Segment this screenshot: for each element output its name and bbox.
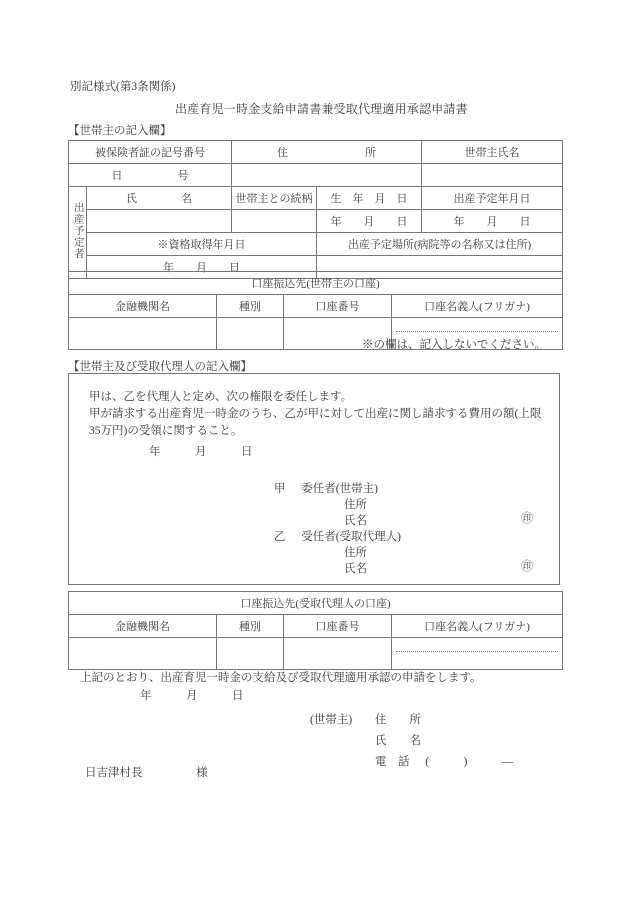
table-row: [69, 210, 563, 233]
footer-telephone-field[interactable]: [375, 753, 513, 769]
header-householder-name: 世帯主氏名: [422, 141, 563, 164]
signature-kou-address[interactable]: 住所: [344, 499, 367, 511]
furigana-divider: [396, 331, 558, 332]
header-insured-card-number: 被保険者証の記号番号: [69, 141, 232, 164]
table-row: [69, 233, 563, 256]
table-row: [69, 164, 563, 187]
field-card-number[interactable]: 日 号: [69, 164, 232, 187]
header-address: 住 所: [232, 141, 422, 164]
field-qualification-date[interactable]: 年 月 日: [87, 256, 317, 279]
label-otsu: 乙: [274, 531, 286, 543]
field-account-type[interactable]: [217, 318, 284, 350]
asterisk-note: ※の欄は、記入しないでください。: [362, 339, 546, 351]
field-due-date[interactable]: 年 月 日: [422, 210, 563, 233]
footer-date-field[interactable]: 年 月 日: [140, 690, 244, 702]
footer-statement: 上記のとおり、出産育児一時金の支給及び受取代理適用承認の申請をします。: [80, 672, 482, 684]
field-account-number-proxy[interactable]: [284, 638, 392, 670]
field-bank-name-proxy[interactable]: [69, 638, 217, 670]
header-account-holder: 口座名義人(フリガナ): [392, 295, 563, 318]
signature-otsu-heading: [274, 528, 401, 544]
account-title-householder: 口座振込先(世帯主の口座): [69, 272, 563, 295]
field-birthdate[interactable]: 年 月 日: [317, 210, 422, 233]
table-row: [69, 187, 563, 210]
table-row: [69, 638, 563, 670]
field-householder-name[interactable]: [422, 164, 563, 187]
table-row: [69, 615, 563, 638]
table-row: [69, 272, 563, 295]
header-bank-name: 金融機関名: [69, 295, 217, 318]
delegation-box: [68, 373, 560, 585]
document-title: 出産育児一時金支給申請書兼受取代理適用承認申請書: [175, 102, 468, 116]
delegation-text-line1: 甲は、乙を代理人と定め、次の権限を委任します。: [89, 391, 353, 403]
field-account-type-proxy[interactable]: [217, 638, 284, 670]
header-relation: 世帯主との続柄: [232, 187, 317, 210]
header-expectant-name: 氏 名: [87, 187, 232, 210]
label-expectant-person-text: 出産予定者: [72, 202, 84, 260]
delegation-date-field[interactable]: 年 月 日: [149, 446, 253, 458]
account-title-proxy: 口座振込先(受取代理人の口座): [69, 592, 563, 615]
label-otsu-role: 受任者(受取代理人): [301, 531, 401, 543]
field-address[interactable]: [232, 164, 422, 187]
footer-name-field[interactable]: 氏 名: [375, 735, 421, 747]
label-expectant-person: [69, 187, 87, 279]
header-birth-place: 出産予定場所(病院等の名称又は住所): [317, 233, 563, 256]
delegation-text-line2: 甲が請求する出産育児一時金のうち、乙が甲に対して出産に関し請求する費用の額(上限35万円)の受領に関すること。: [89, 408, 542, 437]
footer-address-field[interactable]: 住 所: [375, 714, 421, 726]
footer-applicant-role: (世帯主): [310, 714, 353, 726]
insured-person-table: [68, 140, 563, 279]
seal-icon-otsu: ㊞: [521, 559, 534, 573]
field-relation[interactable]: [232, 210, 317, 233]
signature-kou-heading: [274, 480, 378, 496]
footer-addressee: [85, 764, 208, 780]
table-row: [69, 592, 563, 615]
field-account-holder-proxy[interactable]: [392, 638, 563, 670]
form-number: 別記様式(第3条関係): [70, 81, 176, 93]
header-birthdate: 生 年 月 日: [317, 187, 422, 210]
field-bank-name[interactable]: [69, 318, 217, 350]
header-due-date: 出産予定年月日: [422, 187, 563, 210]
signature-kou-name[interactable]: 氏名: [344, 515, 367, 527]
furigana-divider-proxy: [396, 651, 558, 652]
table-row: [69, 141, 563, 164]
signature-otsu-address[interactable]: 住所: [344, 547, 367, 559]
header-bank-name-proxy: 金融機関名: [69, 615, 217, 638]
signature-otsu-name[interactable]: 氏名: [344, 563, 367, 575]
header-account-type-proxy: 種別: [217, 615, 284, 638]
header-account-number-proxy: 口座番号: [284, 615, 392, 638]
table-row: [69, 295, 563, 318]
footer-telephone-format: ( ) ―: [425, 756, 514, 768]
footer-addressee-name: 日吉津村長: [85, 767, 143, 779]
footer-telephone-label: 電 話: [375, 756, 410, 768]
header-account-number: 口座番号: [284, 295, 392, 318]
header-account-type: 種別: [217, 295, 284, 318]
seal-icon-kou: ㊞: [521, 511, 534, 525]
section-label-householder: 【世帯主の記入欄】: [68, 125, 172, 137]
header-account-holder-proxy: 口座名義人(フリガナ): [392, 615, 563, 638]
section-label-proxy: 【世帯主及び受取代理人の記入欄】: [68, 361, 252, 373]
account-table-proxy: [68, 591, 563, 670]
footer-addressee-honorific: 様: [196, 767, 208, 779]
label-kou-role: 委任者(世帯主): [301, 483, 378, 495]
field-expectant-name[interactable]: [87, 210, 232, 233]
label-kou: 甲: [274, 483, 286, 495]
header-qualification-date: ※資格取得年月日: [87, 233, 317, 256]
